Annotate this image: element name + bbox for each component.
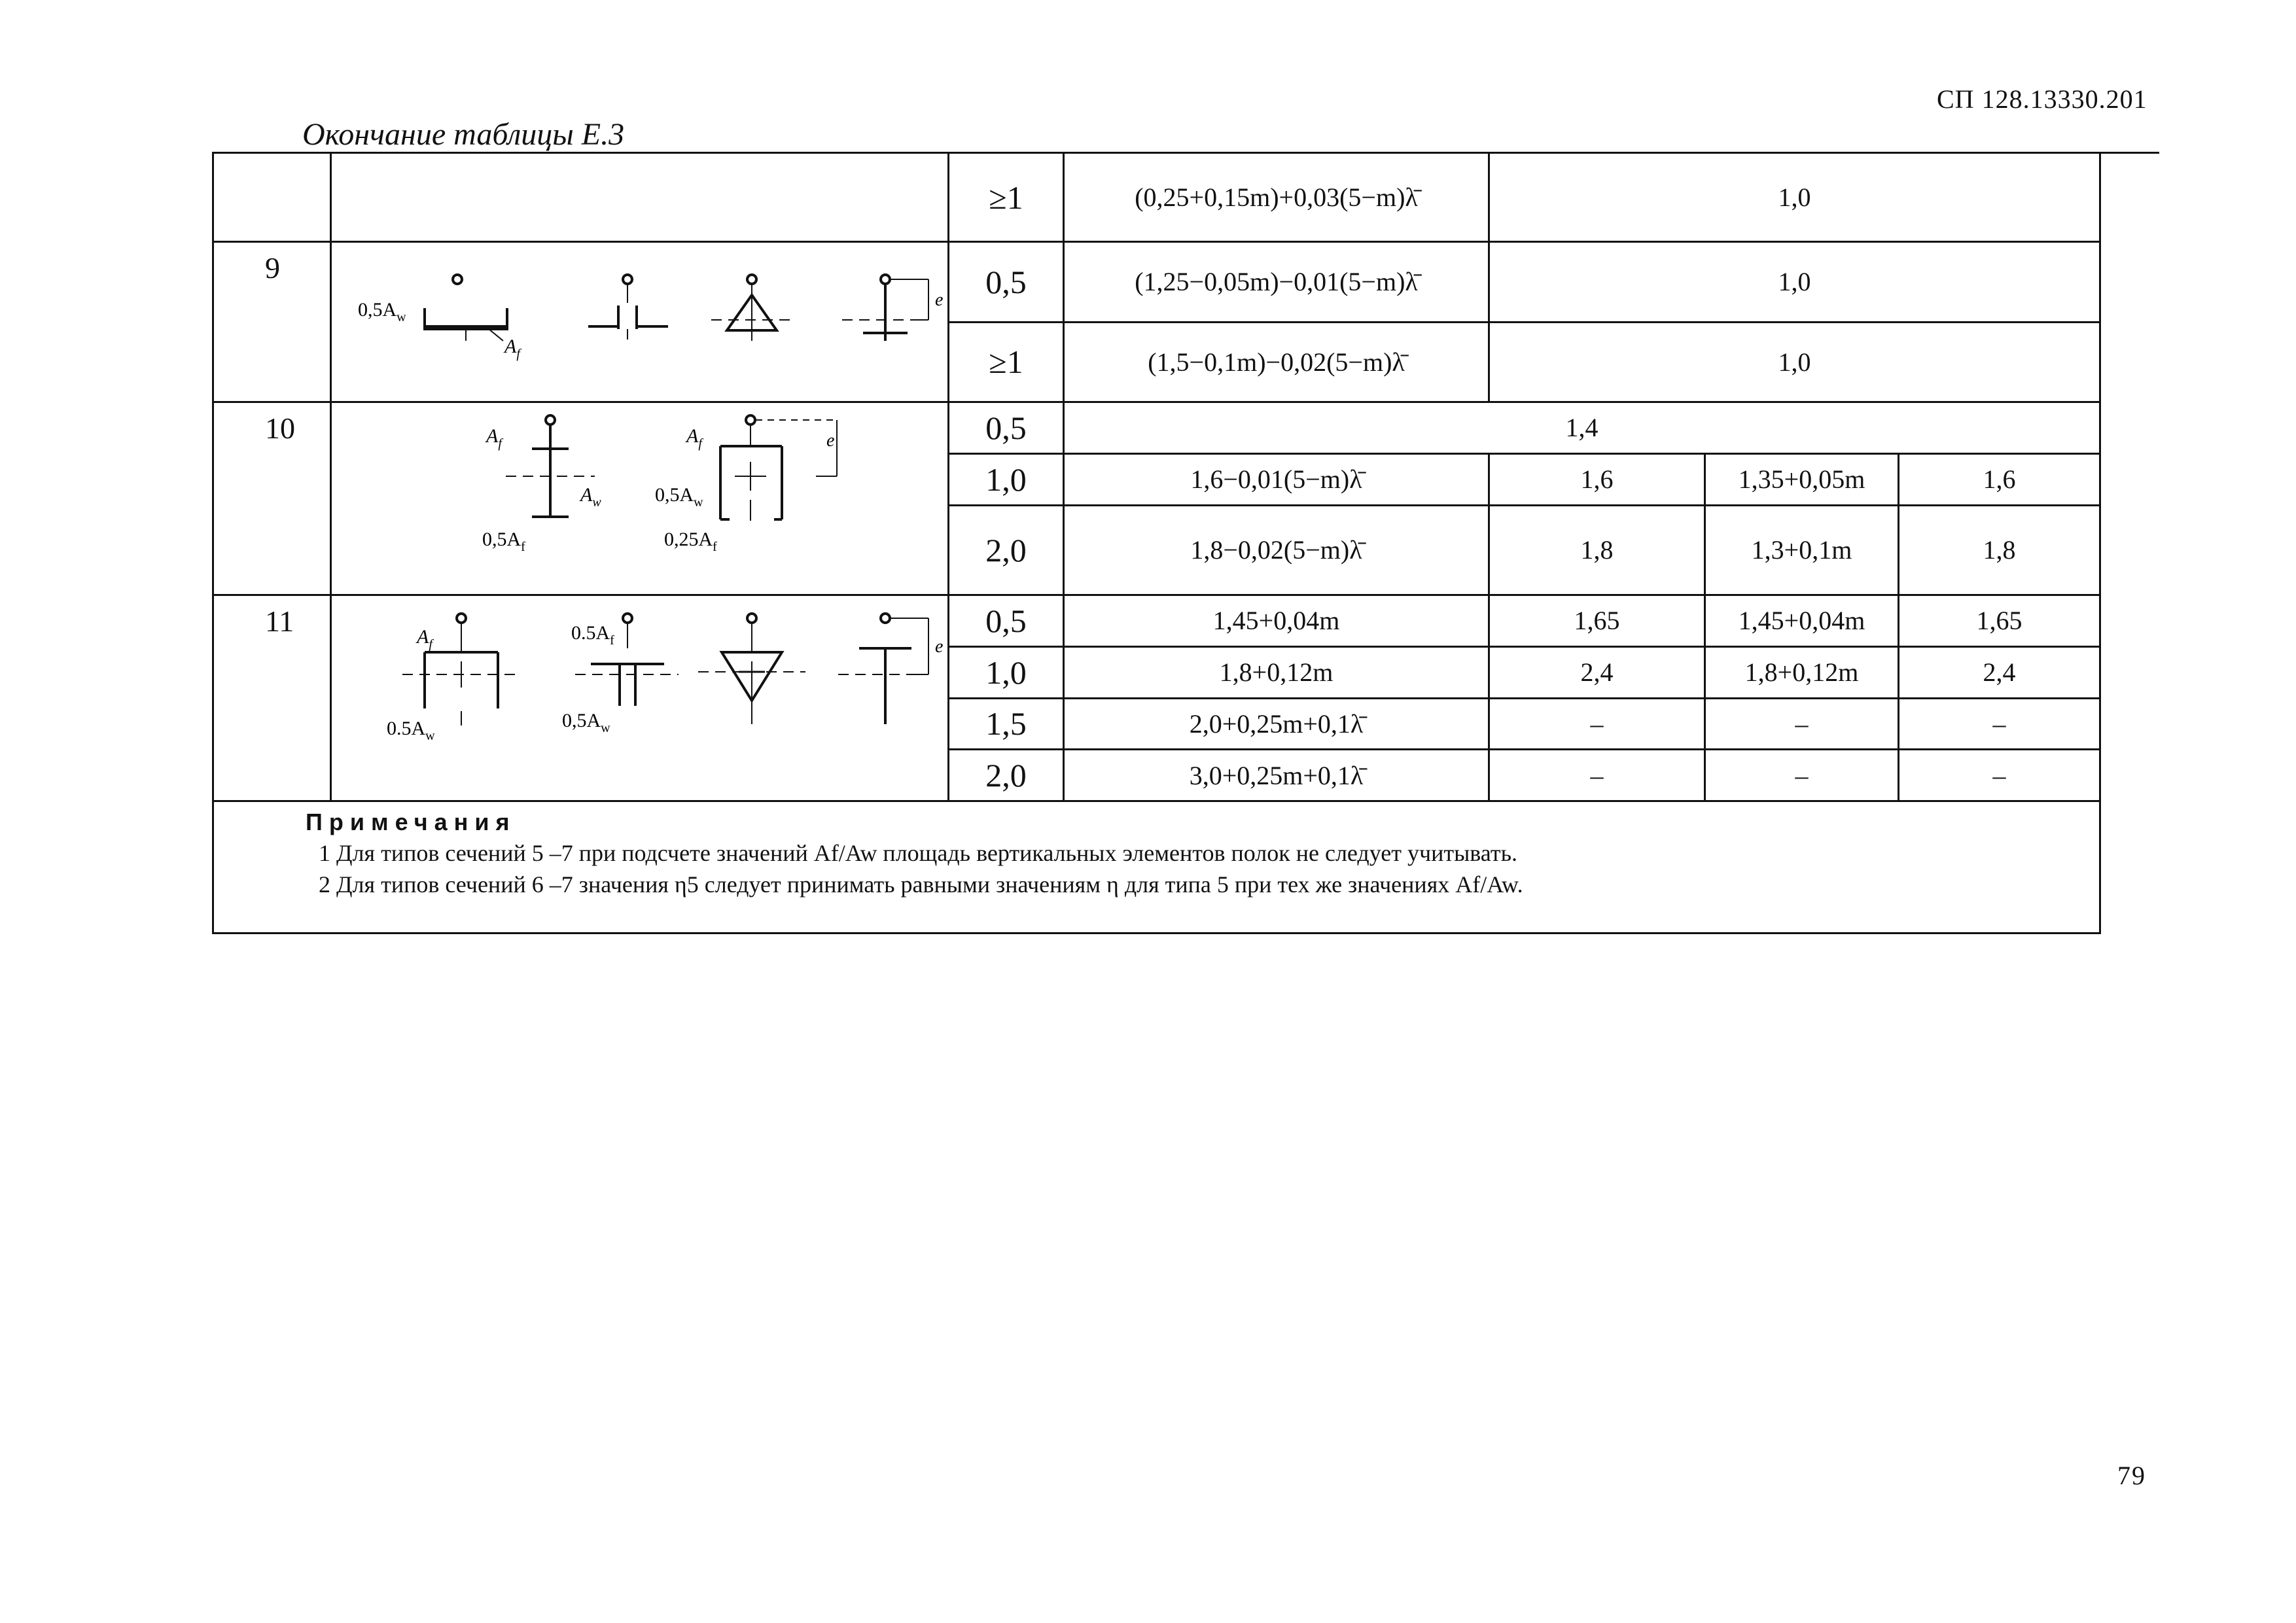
value-cell: 1,6: [1899, 453, 2100, 505]
section-diagram-row10: [332, 403, 949, 594]
formula-cell: (0,25+0,15m)+0,03(5−m)λ̄: [1064, 153, 1489, 242]
label-05aw: $0,5A_w$: [358, 299, 406, 324]
label-af: $A_f$: [417, 626, 433, 652]
table-row: [213, 595, 2100, 647]
label-05aw: $0,5A_w$: [655, 484, 703, 510]
value-cell: –: [1899, 750, 2100, 801]
formula-cell: 1,8+0,12m: [1064, 646, 1489, 698]
formula-cell: 2,0+0,25m+0,1λ̄: [1064, 698, 1489, 750]
value-cell: 1,8+0,12m: [1705, 646, 1899, 698]
lambda-cell: 2,0: [949, 505, 1064, 595]
page-number: 79: [2117, 1461, 2146, 1490]
value-cell: 1,3+0,1m: [1705, 505, 1899, 595]
lambda-cell: ≥1: [949, 322, 1064, 402]
label-aw: $A_w$: [580, 484, 601, 510]
lambda-cell: 0,5: [949, 402, 1064, 454]
label-05af: $0.5A_f$: [571, 622, 614, 648]
section-figure-cell: [331, 595, 949, 801]
table-row: [213, 153, 2100, 242]
section-diagram-row11: [332, 596, 949, 800]
value-cell: –: [1489, 750, 1705, 801]
formula-cell: (1,25−0,05m)−0,01(5−m)λ̄: [1064, 242, 1489, 323]
notes-row: [213, 801, 2100, 934]
type-number-cell: 11: [213, 595, 331, 801]
value-cell: 1,0: [1489, 322, 2100, 402]
label-af: $A_f$: [486, 425, 502, 451]
label-05aw: $0.5A_w$: [387, 718, 435, 743]
label-e: e: [935, 290, 944, 310]
note-item: 2 Для типов сечений 6 –7 значения η5 следует принимать равными значениям η для типа 5 при тех же значениях Af/Aw.: [319, 871, 1523, 898]
lambda-cell: 1,0: [949, 453, 1064, 505]
table-row: [213, 402, 2100, 454]
value-cell: 2,4: [1899, 646, 2100, 698]
table-e3: [212, 152, 2101, 934]
formula-cell: (1,5−0,1m)−0,02(5−m)λ̄: [1064, 322, 1489, 402]
lambda-cell: 0,5: [949, 242, 1064, 323]
value-cell: 1,35+0,05m: [1705, 453, 1899, 505]
notes-heading: Примечания: [306, 809, 516, 835]
value-cell: 1,0: [1489, 153, 2100, 242]
label-e: e: [826, 430, 835, 451]
value-cell: 1,6: [1489, 453, 1705, 505]
lambda-cell: 1,5: [949, 698, 1064, 750]
note-item: 1 Для типов сечений 5 –7 при подсчете значений Af/Aw площадь вертикальных элементов полок не следует учитывать.: [319, 840, 1517, 866]
label-af: $A_f$: [504, 336, 520, 361]
section-diagram-row9: [332, 243, 949, 401]
type-number-cell: 9: [213, 242, 331, 402]
section-figure-cell: [331, 153, 949, 242]
value-cell: –: [1899, 698, 2100, 750]
label-025af: $0,25A_f$: [664, 529, 717, 554]
section-figure-cell: [331, 242, 949, 402]
value-cell: –: [1705, 750, 1899, 801]
value-cell: 1,45+0,04m: [1705, 595, 1899, 647]
type-number-cell: [213, 153, 331, 242]
label-e: e: [935, 637, 944, 657]
formula-cell: 1,6−0,01(5−m)λ̄: [1064, 453, 1489, 505]
section-figure-cell: [331, 402, 949, 595]
lambda-cell: 1,0: [949, 646, 1064, 698]
document-code: СП 128.13330.201: [1937, 84, 2147, 114]
value-cell: 1,65: [1899, 595, 2100, 647]
value-cell: –: [1705, 698, 1899, 750]
table-continuation-title: Окончание таблицы Е.3: [302, 117, 625, 152]
label-af-box: $A_f$: [686, 425, 702, 451]
value-cell: 1,4: [1064, 402, 2100, 454]
value-cell: 1,8: [1489, 505, 1705, 595]
lambda-cell: ≥1: [949, 153, 1064, 242]
formula-cell: 1,45+0,04m: [1064, 595, 1489, 647]
label-05af: $0,5A_f$: [482, 529, 525, 554]
lambda-cell: 2,0: [949, 750, 1064, 801]
label-05aw-2: $0,5A_w$: [562, 710, 610, 735]
lambda-cell: 0,5: [949, 595, 1064, 647]
value-cell: 2,4: [1489, 646, 1705, 698]
type-number-cell: 10: [213, 402, 331, 595]
value-cell: –: [1489, 698, 1705, 750]
value-cell: 1,65: [1489, 595, 1705, 647]
formula-cell: 1,8−0,02(5−m)λ̄: [1064, 505, 1489, 595]
value-cell: 1,0: [1489, 242, 2100, 323]
table-row: [213, 242, 2100, 323]
notes-cell: [213, 801, 2100, 934]
value-cell: 1,8: [1899, 505, 2100, 595]
formula-cell: 3,0+0,25m+0,1λ̄: [1064, 750, 1489, 801]
